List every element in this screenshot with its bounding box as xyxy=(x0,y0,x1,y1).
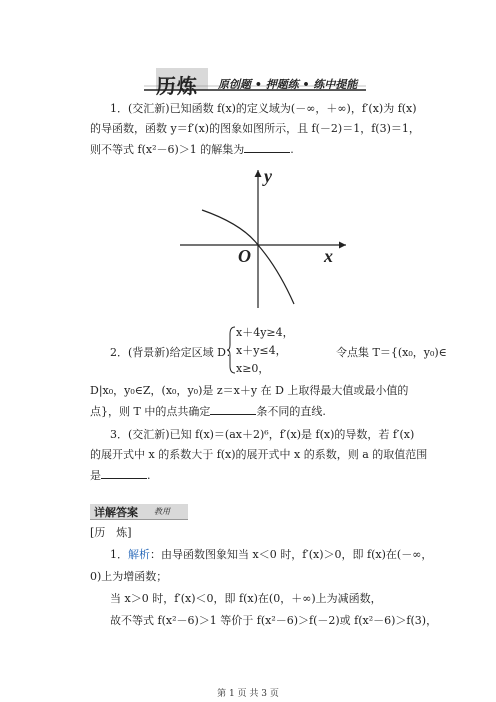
page-footer: 第 1 页 共 3 页 xyxy=(217,689,279,699)
q1-line3-end: . xyxy=(290,143,294,156)
answer-line2: 0)上为增函数； xyxy=(90,570,168,583)
answer-line4: 故不等式 f(x²－6)＞1 等价于 f(x²－6)＞f(－2)或 f(x²－6)＞f(3)， xyxy=(110,614,438,627)
q1-line1: 1．(交汇新)已知函数 f(x)的定义域为(－∞，＋∞)，f′(x)为 f(x) xyxy=(110,102,417,115)
answer-line1-text: ：由导函数图象知当 x＜0 时，f′(x)＞0，即 f(x)在(－∞， xyxy=(150,548,433,561)
answer-line1 xyxy=(110,548,432,562)
answer-line3: 当 x＞0 时，f′(x)＜0，即 f(x)在(0，＋∞)上为减函数， xyxy=(110,592,382,605)
answer-box-title: 详解答案 xyxy=(94,506,138,519)
constraint-3: x≥0， xyxy=(236,362,270,375)
q2-line3 xyxy=(90,404,326,419)
q3-line3-b: . xyxy=(147,469,151,482)
answer-box-tag: 教用 xyxy=(154,507,170,516)
q2-line2: D|x₀，y₀∈Z，(x₀，y₀)是 z＝x＋y 在 D 上取得最大值或最小值的 xyxy=(90,384,409,397)
banner-title: 历炼 xyxy=(156,74,198,98)
y-axis-label: y xyxy=(264,166,272,186)
origin-label: O xyxy=(238,246,251,266)
x-axis-label: x xyxy=(324,246,333,266)
answer-blank xyxy=(101,468,147,479)
derivative-graph xyxy=(176,162,356,312)
q2-line3-b: 条不同的直线. xyxy=(256,405,326,418)
analysis-label: 解析 xyxy=(128,548,150,561)
answer-blank xyxy=(210,404,256,415)
q2-prefix: 2．(背景新)给定区域 D： xyxy=(110,346,237,359)
constraint-1: x＋4y≥4， xyxy=(236,326,294,339)
q1-line2: 的导函数，函数 y＝f′(x)的图象如图所示，且 f(－2)＝1，f(3)＝1， xyxy=(90,122,420,135)
system-brace xyxy=(226,326,236,374)
answer-heading: [历 炼] xyxy=(90,526,132,539)
q2-suffix: 令点集 T＝{(x₀，y₀)∈ xyxy=(336,346,447,359)
answer-num: 1． xyxy=(110,548,128,561)
q1-line3 xyxy=(90,142,294,157)
q3-line1: 3．(交汇新)已知 f(x)＝(ax＋2)⁶，f′(x)是 f(x)的导数，若 f′(x) xyxy=(110,428,415,441)
constraint-2: x＋y≤4， xyxy=(236,344,287,357)
q1-line3-text: 则不等式 f(x²－6)＞1 的解集为 xyxy=(90,143,245,156)
banner-subtitle: 原创题 • 押题练 • 练中提能 xyxy=(218,78,358,91)
q3-line2: 的展开式中 x 的系数大于 f(x)的展开式中 x 的系数，则 a 的取值范围 xyxy=(90,448,428,461)
q3-line3-a: 是 xyxy=(90,469,101,482)
q3-line3 xyxy=(90,468,151,483)
q2-line3-a: 点}，则 T 中的点共确定 xyxy=(90,405,211,418)
answer-blank xyxy=(244,142,290,153)
